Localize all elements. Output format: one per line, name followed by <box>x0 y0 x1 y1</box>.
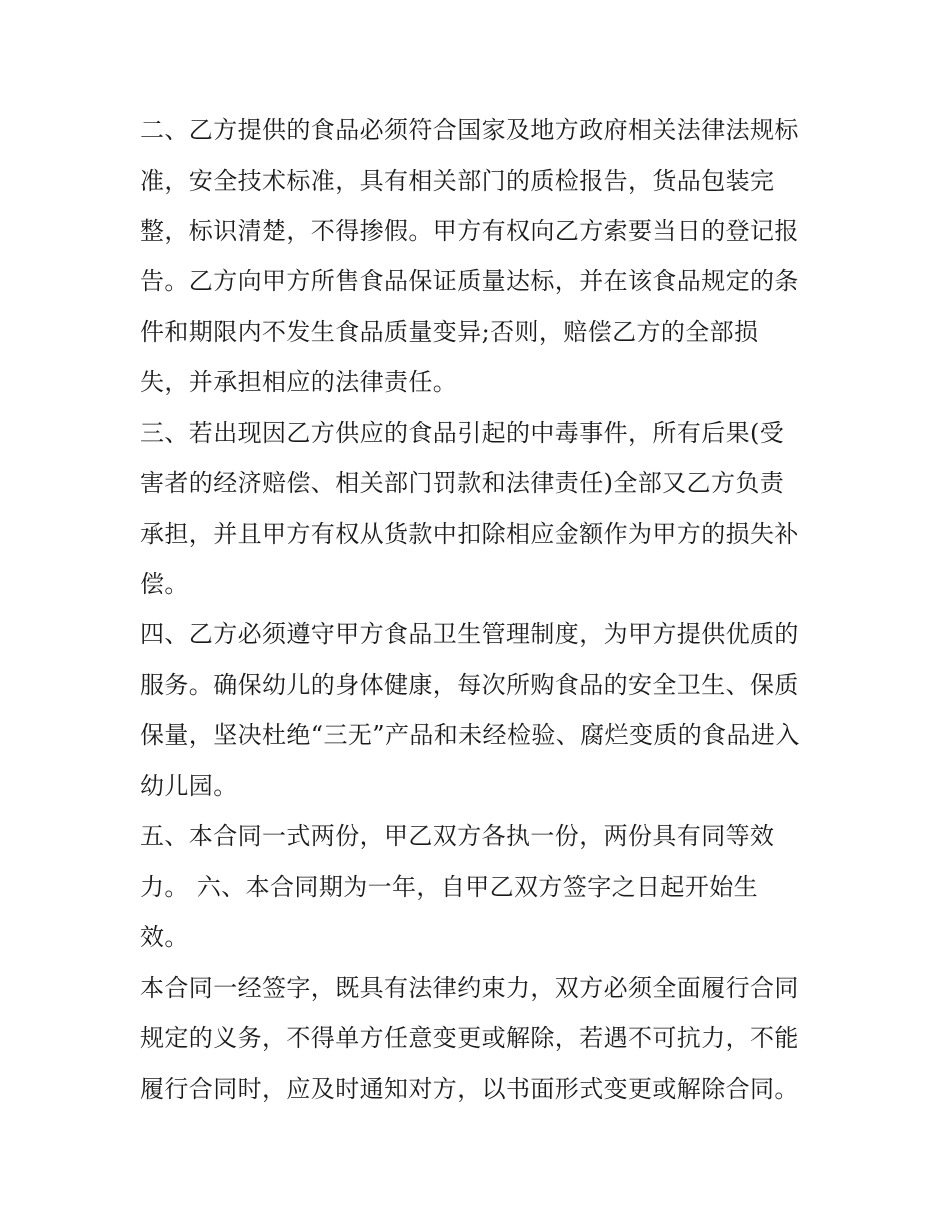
text-line: 五、本合同一式两份，甲乙双方各执一份，两份具有同等效 <box>140 822 775 850</box>
text-line: 服务。确保幼儿的身体健康，每次所购食品的安全卫生、保质 <box>140 671 799 699</box>
text-line: 履行合同时，应及时通知对方，以书面形式变更或解除合同。 <box>140 1075 799 1103</box>
text-line: 整，标识清楚，不得掺假。甲方有权向乙方索要当日的登记报 <box>140 217 799 245</box>
text-line: 力。 六、本合同期为一年，自甲乙双方签字之日起开始生 <box>140 873 759 901</box>
text-line: 承担，并且甲方有权从货款中扣除相应金额作为甲方的损失补 <box>140 520 799 548</box>
text-line: 三、若出现因乙方供应的食品引起的中毒事件，所有后果(受 <box>140 419 785 447</box>
text-line: 四、乙方必须遵守甲方食品卫生管理制度，为甲方提供优质的 <box>140 620 799 648</box>
text-line: 效。 <box>140 923 189 951</box>
text-line: 失，并承担相应的法律责任。 <box>140 368 458 396</box>
text-line: 保量，坚决杜绝“三无”产品和未经检验、腐烂变质的食品进入 <box>140 721 800 749</box>
text-line: 件和期限内不发生食品质量变异;否则，赔偿乙方的全部损 <box>140 318 759 346</box>
text-line: 规定的义务，不得单方任意变更或解除，若遇不可抗力，不能 <box>140 1024 799 1052</box>
text-line: 二、乙方提供的食品必须符合国家及地方政府相关法律法规标 <box>140 116 799 144</box>
text-line: 偿。 <box>140 570 189 598</box>
text-line: 本合同一经签字，既具有法律约束力，双方必须全面履行合同 <box>140 974 799 1002</box>
text-line: 幼儿园。 <box>140 772 238 800</box>
text-line: 告。乙方向甲方所售食品保证质量达标，并在该食品规定的条 <box>140 267 799 295</box>
text-line: 害者的经济赔偿、相关部门罚款和法律责任)全部又乙方负责 <box>140 469 785 497</box>
text-line: 准，安全技术标准，具有相关部门的质检报告，货品包装完 <box>140 167 775 195</box>
